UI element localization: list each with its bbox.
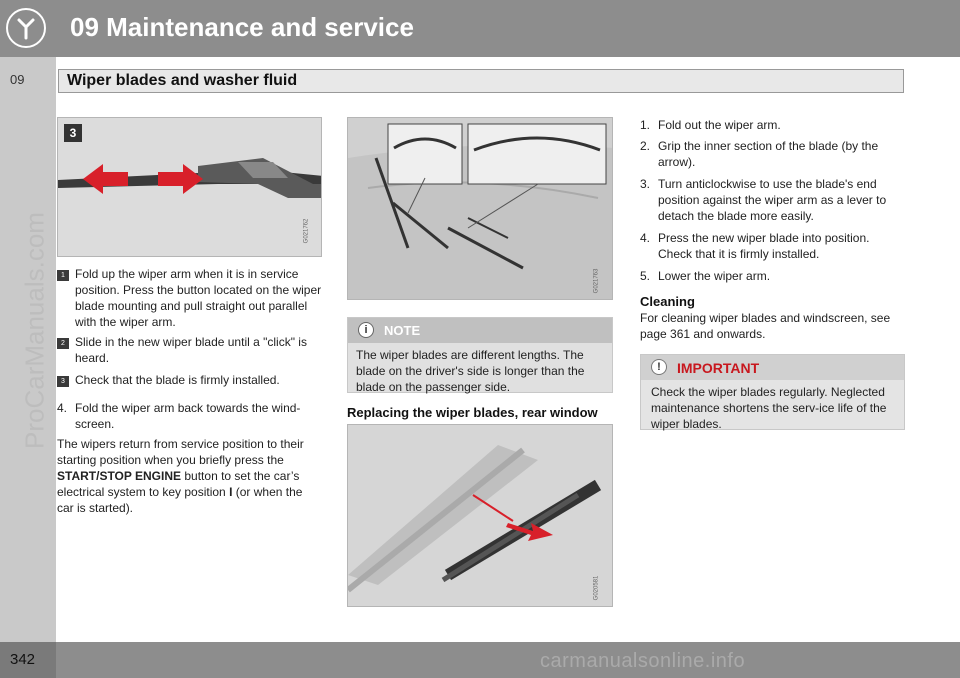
step-number: 4. <box>57 401 68 415</box>
important-text: Check the wiper blades regularly. Neglected maintenance shortens the serv-ice life of the wiper blades. <box>651 385 887 431</box>
figure-windscreen-wipers <box>347 117 613 300</box>
para-text: The wipers return from service position to their starting position when you briefly press the <box>57 437 304 467</box>
step-4 <box>57 400 322 432</box>
info-icon: i <box>358 322 374 338</box>
note-box <box>347 317 613 393</box>
step-badge: 1 <box>57 270 69 281</box>
step-badge: 2 <box>57 338 69 349</box>
rear-step-1 <box>640 117 905 133</box>
step-text: Fold up the wiper arm when it is in service position. Press the button located on the wiper blade mounting and pull straight out parallel with the wiper arm. <box>75 267 322 329</box>
section-title: Wiper blades and washer fluid <box>67 72 298 89</box>
rear-step-5 <box>640 268 905 284</box>
note-title: NOTE <box>384 323 421 338</box>
page-number: 342 <box>10 651 36 668</box>
rear-step-4 <box>640 230 905 262</box>
rear-step-3 <box>640 176 905 224</box>
step-1 <box>57 266 322 330</box>
figure-callout-badge: 3 <box>64 124 82 142</box>
windscreen-illustration <box>348 118 613 300</box>
step-number: 4. <box>640 231 651 245</box>
cleaning-text: For cleaning wiper blades and windscreen, see page 361 and onwards. <box>640 311 891 341</box>
step-2 <box>57 334 322 366</box>
step-text: Fold the wiper arm back towards the wind-screen. <box>75 401 301 431</box>
important-title: IMPORTANT <box>677 360 760 376</box>
rear-wiper-illustration <box>348 425 613 607</box>
step-text: Grip the inner section of the blade (by the arrow). <box>658 139 879 169</box>
rear-wiper-heading: Replacing the wiper blades, rear window <box>347 405 598 420</box>
step-number: 5. <box>640 269 651 283</box>
cleaning-heading: Cleaning <box>640 294 695 309</box>
figure-wiper-blade-front <box>57 117 322 257</box>
rear-step-2 <box>640 138 905 170</box>
note-text: The wiper blades are different lengths. The blade on the driver's side is longer than the blade on the passenger side. <box>356 348 585 394</box>
wiper-blade-illustration <box>58 118 322 257</box>
chapter-title: 09 Maintenance and service <box>70 12 414 42</box>
figure-code: G021763 <box>593 268 600 294</box>
return-paragraph <box>57 436 322 516</box>
warning-icon: ! <box>651 359 667 375</box>
figure-rear-wiper <box>347 424 613 607</box>
footer-watermark: carmanualsonline.info <box>540 650 746 672</box>
step-text: Check that the blade is firmly installed. <box>75 373 280 387</box>
page-header <box>0 0 960 57</box>
section-title-box <box>58 69 904 93</box>
para-text: (or when the car is started). <box>57 485 303 515</box>
step-text: Lower the wiper arm. <box>658 269 771 283</box>
wrench-icon <box>6 8 46 48</box>
step-text: Turn anticlockwise to use the blade's end position against the wiper arm as a lever to detach the blade more easily. <box>658 177 887 223</box>
start-stop-label: START/STOP ENGINE <box>57 469 182 483</box>
step-number: 2. <box>640 139 651 153</box>
para-text: button to set the car’s electrical system to key position <box>57 469 300 499</box>
step-text: Slide in the new wiper blade until a "click" is heard. <box>75 335 307 365</box>
key-position: I <box>229 485 233 499</box>
step-3 <box>57 372 322 388</box>
important-box <box>640 354 905 430</box>
step-badge: 3 <box>57 376 69 387</box>
step-text: Press the new wiper blade into position. Check that it is firmly installed. <box>658 231 870 261</box>
chapter-tab-number: 09 <box>10 72 25 87</box>
figure-code: G021762 <box>303 218 310 244</box>
chapter-icon-box <box>0 0 56 56</box>
step-text: Fold out the wiper arm. <box>658 118 781 132</box>
side-watermark: ProCarManuals.com <box>19 212 50 449</box>
figure-code: G020581 <box>593 575 600 601</box>
page-footer <box>0 642 960 678</box>
step-number: 1. <box>640 118 651 132</box>
step-number: 3. <box>640 177 651 191</box>
